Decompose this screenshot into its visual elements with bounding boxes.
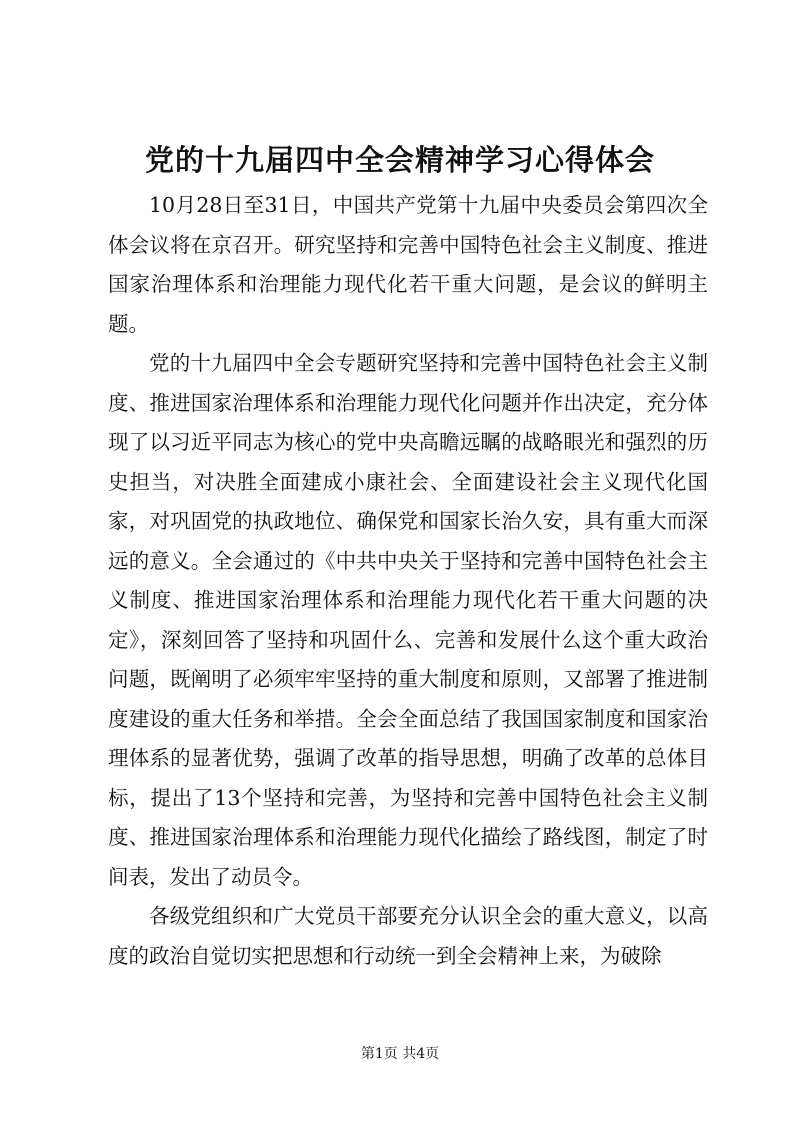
paragraph-2: 党的十九届四中全会专题研究坚持和完善中国特色社会主义制度、推进国家治理体系和治理能力现代化问题并作出决定，充分体现了以习近平同志为核心的党中央高瞻远瞩的战略眼光和强烈的历史担当，对决胜全面建成小康社会、全面建设社会主义现代化国家，对巩固党的执政地位、确保党和国家长治久安，具有重大而深远的意义。全会通过的《中共中央关于坚持和完善中国特色社会主义制度、推进国家治理体系和治理能力现代化若干重大问题的决定》，深刻回答了坚持和巩固什么、完善和发展什么这个重大政治问题，既阐明了必须牢牢坚持的重大制度和原则，又部署了推进制度建设的重大任务和举措。全会全面总结了我国国家制度和国家治理体系的显著优势，强调了改革的指导思想，明确了改革的总体目标，提出了13个坚持和完善，为坚持和完善中国特色社会主义制度、推进国家治理体系和治理能力现代化描绘了路线图，制定了时间表，发出了动员令。 <box>108 351 708 889</box>
paragraph-3: 各级党组织和广大党员干部要充分认识全会的重大意义，以高度的政治自觉切实把思想和行动统一到全会精神上来，为破除 <box>108 904 708 968</box>
document-body <box>108 186 708 976</box>
document-title: 党的十九届四中全会精神学习心得体会 <box>144 143 655 177</box>
page-number-footer: 第1页 共4页 <box>360 1046 440 1062</box>
paragraph-1: 10月28日至31日，中国共产党第十九届中央委员会第四次全体会议将在京召开。研究坚持和完善中国特色社会主义制度、推进国家治理体系和治理能力现代化若干重大问题，是会议的鲜明主题。 <box>108 193 708 336</box>
